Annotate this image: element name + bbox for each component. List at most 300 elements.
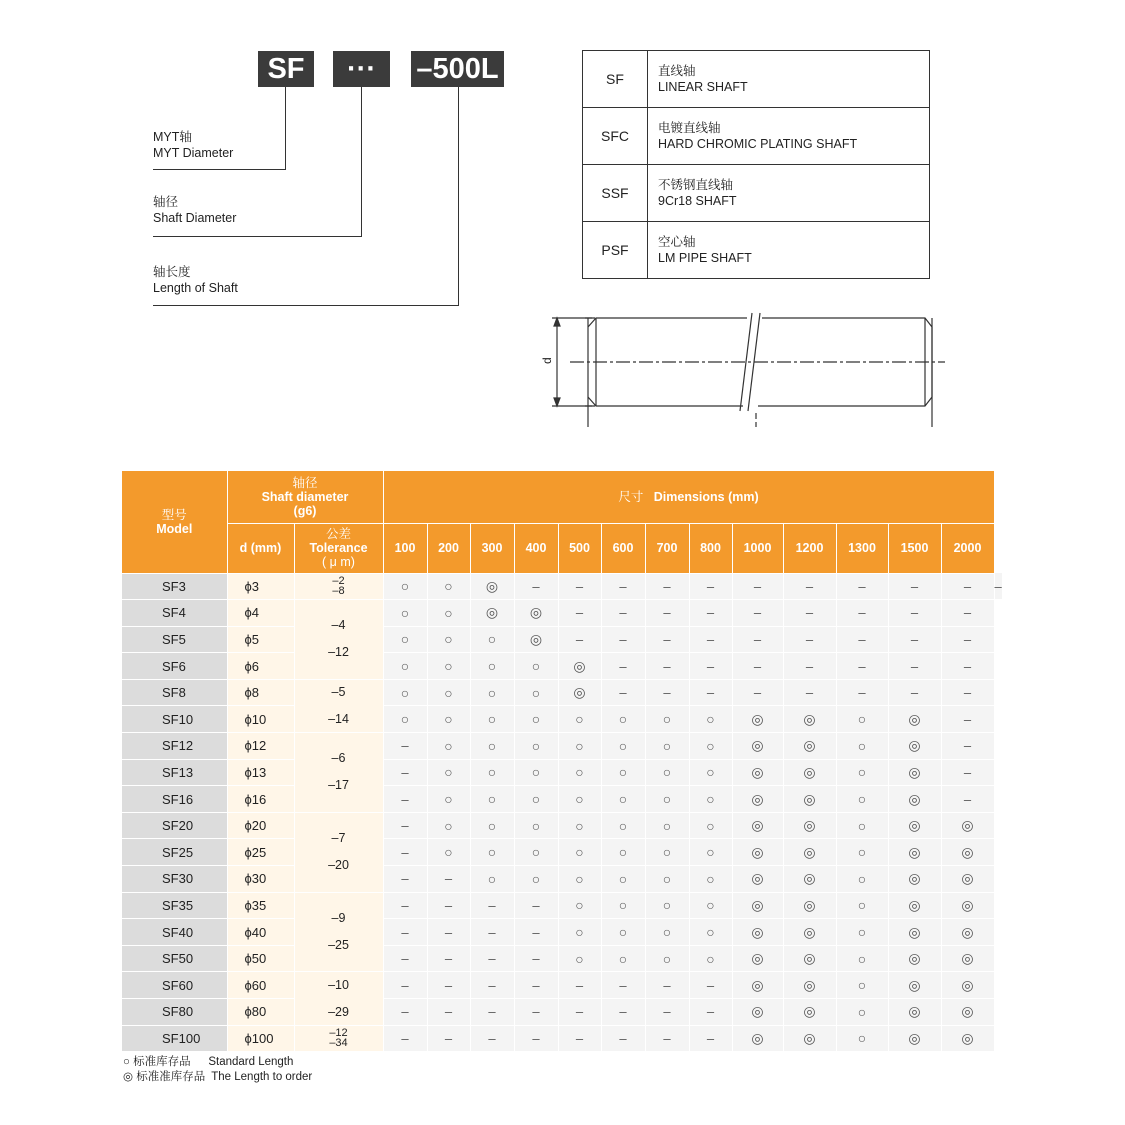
standard-length-mark: ○ bbox=[689, 733, 732, 760]
standard-length-mark: ○ bbox=[645, 892, 689, 919]
standard-length-mark: ○ bbox=[470, 812, 514, 839]
table-row bbox=[122, 892, 1002, 919]
table-row bbox=[122, 999, 1002, 1026]
standard-length-mark: ○ bbox=[689, 866, 732, 893]
not-available-mark: – bbox=[888, 573, 941, 600]
model-cell: SF100 bbox=[122, 1025, 227, 1052]
standard-length-mark: ○ bbox=[645, 706, 689, 733]
standard-length-mark: ○ bbox=[645, 786, 689, 813]
not-available-mark: – bbox=[427, 919, 470, 946]
not-available-mark: – bbox=[732, 626, 783, 653]
not-available-mark: – bbox=[514, 999, 558, 1026]
not-available-mark: – bbox=[601, 1025, 645, 1052]
header-length-1200: 1200 bbox=[783, 523, 836, 573]
type-row-sf bbox=[583, 51, 930, 108]
order-length-mark: ◎ bbox=[888, 866, 941, 893]
order-length-mark: ◎ bbox=[941, 945, 994, 972]
order-length-mark: ◎ bbox=[514, 626, 558, 653]
standard-length-mark: ○ bbox=[558, 786, 601, 813]
table-row bbox=[122, 812, 1002, 839]
order-length-mark: ◎ bbox=[941, 919, 994, 946]
not-available-mark: – bbox=[470, 972, 514, 999]
not-available-mark: – bbox=[645, 626, 689, 653]
not-available-mark: – bbox=[689, 972, 732, 999]
header-length-600: 600 bbox=[601, 523, 645, 573]
not-available-mark: – bbox=[601, 972, 645, 999]
model-cell: SF3 bbox=[122, 573, 227, 600]
code-label-series: MYT轴 MYT Diameter bbox=[153, 130, 234, 160]
type-row-sfc bbox=[583, 108, 930, 165]
table-row bbox=[122, 1025, 1002, 1052]
order-length-mark: ◎ bbox=[941, 999, 994, 1026]
model-cell: SF20 bbox=[122, 812, 227, 839]
order-length-mark: ◎ bbox=[558, 653, 601, 680]
standard-length-mark: ○ bbox=[470, 626, 514, 653]
not-available-mark: – bbox=[514, 972, 558, 999]
order-length-mark: ◎ bbox=[732, 759, 783, 786]
not-available-mark: – bbox=[689, 573, 732, 600]
diameter-cell: ϕ4 bbox=[227, 600, 294, 627]
order-length-mark: ◎ bbox=[783, 1025, 836, 1052]
order-length-mark: ◎ bbox=[732, 786, 783, 813]
model-cell: SF80 bbox=[122, 999, 227, 1026]
diameter-cell: ϕ10 bbox=[227, 706, 294, 733]
standard-length-mark: ○ bbox=[514, 653, 558, 680]
order-length-mark: ◎ bbox=[888, 999, 941, 1026]
code-part-length: –500L bbox=[411, 51, 504, 87]
not-available-mark: – bbox=[558, 999, 601, 1026]
header-dimensions: 尺寸 Dimensions (mm) bbox=[383, 471, 994, 523]
order-length-mark: ◎ bbox=[888, 812, 941, 839]
standard-length-mark: ○ bbox=[836, 812, 888, 839]
diameter-cell: ϕ60 bbox=[227, 972, 294, 999]
not-available-mark: – bbox=[383, 972, 427, 999]
dimension-label-d: d bbox=[540, 357, 554, 364]
order-length-mark: ◎ bbox=[514, 600, 558, 627]
order-length-mark: ◎ bbox=[732, 892, 783, 919]
header-d-mm: d (mm) bbox=[227, 523, 294, 573]
not-available-mark: – bbox=[645, 573, 689, 600]
tolerance-cell: –7 –20 bbox=[294, 812, 383, 892]
standard-length-mark: ○ bbox=[514, 812, 558, 839]
order-length-mark: ◎ bbox=[941, 1025, 994, 1052]
standard-length-mark: ○ bbox=[470, 759, 514, 786]
not-available-mark: – bbox=[383, 999, 427, 1026]
standard-length-mark: ○ bbox=[514, 679, 558, 706]
not-available-mark: – bbox=[601, 600, 645, 627]
type-code: SF bbox=[583, 51, 648, 108]
diameter-cell: ϕ30 bbox=[227, 866, 294, 893]
standard-length-mark: ○ bbox=[427, 679, 470, 706]
not-available-mark: – bbox=[941, 626, 994, 653]
header-length-800: 800 bbox=[689, 523, 732, 573]
standard-length-mark: ○ bbox=[427, 573, 470, 600]
standard-length-mark: ○ bbox=[645, 866, 689, 893]
diameter-cell: ϕ13 bbox=[227, 759, 294, 786]
standard-length-mark: ○ bbox=[689, 945, 732, 972]
not-available-mark: – bbox=[383, 733, 427, 760]
order-length-mark: ◎ bbox=[470, 573, 514, 600]
diameter-cell: ϕ16 bbox=[227, 786, 294, 813]
tolerance-cell: –9 –25 bbox=[294, 892, 383, 972]
standard-length-mark: ○ bbox=[383, 679, 427, 706]
order-length-mark: ◎ bbox=[888, 759, 941, 786]
not-available-mark: – bbox=[645, 999, 689, 1026]
diameter-cell: ϕ40 bbox=[227, 919, 294, 946]
header-shaft-diameter: 轴径 Shaft diameter (g6) bbox=[227, 471, 383, 523]
type-code: SFC bbox=[583, 108, 648, 165]
standard-length-mark: ○ bbox=[558, 919, 601, 946]
order-length-mark: ◎ bbox=[783, 999, 836, 1026]
not-available-mark: – bbox=[888, 600, 941, 627]
not-available-mark: – bbox=[689, 679, 732, 706]
standard-length-mark: ○ bbox=[427, 786, 470, 813]
not-available-mark: – bbox=[383, 919, 427, 946]
order-length-mark: ◎ bbox=[941, 839, 994, 866]
not-available-mark: – bbox=[783, 653, 836, 680]
standard-length-mark: ○ bbox=[836, 1025, 888, 1052]
diameter-cell: ϕ20 bbox=[227, 812, 294, 839]
header-length-100: 100 bbox=[383, 523, 427, 573]
type-row-ssf bbox=[583, 165, 930, 222]
order-length-mark: ◎ bbox=[783, 919, 836, 946]
standard-length-mark: ○ bbox=[383, 600, 427, 627]
table-row bbox=[122, 945, 1002, 972]
table-row bbox=[122, 600, 1002, 627]
order-length-mark: ◎ bbox=[732, 999, 783, 1026]
standard-length-mark: ○ bbox=[427, 812, 470, 839]
diameter-cell: ϕ50 bbox=[227, 945, 294, 972]
standard-length-mark: ○ bbox=[470, 839, 514, 866]
order-length-mark: ◎ bbox=[783, 733, 836, 760]
header-length-200: 200 bbox=[427, 523, 470, 573]
not-available-mark: – bbox=[783, 679, 836, 706]
standard-length-mark: ○ bbox=[514, 786, 558, 813]
standard-length-mark: ○ bbox=[645, 733, 689, 760]
table-row bbox=[122, 972, 1002, 999]
not-available-mark: – bbox=[601, 573, 645, 600]
header-length-400: 400 bbox=[514, 523, 558, 573]
not-available-mark: – bbox=[427, 866, 470, 893]
not-available-mark: – bbox=[601, 679, 645, 706]
not-available-mark: – bbox=[645, 600, 689, 627]
order-length-mark: ◎ bbox=[732, 945, 783, 972]
order-length-mark: ◎ bbox=[888, 945, 941, 972]
not-available-mark: – bbox=[783, 573, 836, 600]
not-available-mark: – bbox=[470, 999, 514, 1026]
standard-length-mark: ○ bbox=[514, 706, 558, 733]
order-length-mark: ◎ bbox=[888, 1025, 941, 1052]
order-length-mark: ◎ bbox=[732, 839, 783, 866]
dimensions-table bbox=[122, 471, 1003, 1052]
standard-length-mark: ○ bbox=[427, 653, 470, 680]
standard-length-mark: ○ bbox=[427, 600, 470, 627]
model-cell: SF5 bbox=[122, 626, 227, 653]
standard-length-mark: ○ bbox=[427, 626, 470, 653]
order-length-mark: ◎ bbox=[941, 812, 994, 839]
table-row bbox=[122, 839, 1002, 866]
legend bbox=[123, 1055, 312, 1085]
standard-length-mark: ○ bbox=[645, 919, 689, 946]
not-available-mark: – bbox=[514, 919, 558, 946]
not-available-mark: – bbox=[732, 600, 783, 627]
not-available-mark: – bbox=[994, 573, 1002, 600]
not-available-mark: – bbox=[689, 1025, 732, 1052]
standard-length-mark: ○ bbox=[558, 706, 601, 733]
table-row bbox=[122, 706, 1002, 733]
standard-length-mark: ○ bbox=[558, 945, 601, 972]
not-available-mark: – bbox=[601, 653, 645, 680]
order-length-mark: ◎ bbox=[783, 972, 836, 999]
diameter-cell: ϕ35 bbox=[227, 892, 294, 919]
not-available-mark: – bbox=[558, 626, 601, 653]
standard-length-mark: ○ bbox=[427, 839, 470, 866]
standard-length-mark: ○ bbox=[645, 759, 689, 786]
legend-item-standard: ○ 标准库存品 Standard Length bbox=[123, 1056, 294, 1068]
not-available-mark: – bbox=[941, 573, 994, 600]
standard-length-mark: ○ bbox=[558, 866, 601, 893]
standard-length-mark: ○ bbox=[558, 812, 601, 839]
type-code: PSF bbox=[583, 222, 648, 279]
standard-length-mark: ○ bbox=[689, 786, 732, 813]
tolerance-cell: –2 –8 bbox=[294, 573, 383, 600]
model-cell: SF40 bbox=[122, 919, 227, 946]
standard-length-mark: ○ bbox=[836, 919, 888, 946]
order-length-mark: ◎ bbox=[941, 892, 994, 919]
order-length-mark: ◎ bbox=[888, 972, 941, 999]
table-row bbox=[122, 733, 1002, 760]
standard-length-mark: ○ bbox=[601, 786, 645, 813]
not-available-mark: – bbox=[689, 999, 732, 1026]
diameter-cell: ϕ25 bbox=[227, 839, 294, 866]
not-available-mark: – bbox=[689, 653, 732, 680]
not-available-mark: – bbox=[689, 600, 732, 627]
standard-length-mark: ○ bbox=[470, 866, 514, 893]
standard-length-mark: ○ bbox=[836, 839, 888, 866]
order-length-mark: ◎ bbox=[941, 866, 994, 893]
order-length-mark: ◎ bbox=[941, 972, 994, 999]
type-row-psf bbox=[583, 222, 930, 279]
diameter-cell: ϕ80 bbox=[227, 999, 294, 1026]
not-available-mark: – bbox=[383, 839, 427, 866]
not-available-mark: – bbox=[383, 1025, 427, 1052]
table-row bbox=[122, 919, 1002, 946]
standard-length-mark: ○ bbox=[601, 759, 645, 786]
not-available-mark: – bbox=[601, 999, 645, 1026]
standard-length-mark: ○ bbox=[601, 919, 645, 946]
not-available-mark: – bbox=[732, 653, 783, 680]
code-part-series: SF bbox=[258, 51, 314, 87]
type-description: 不锈钢直线轴 9Cr18 SHAFT bbox=[648, 165, 930, 222]
order-length-mark: ◎ bbox=[732, 1025, 783, 1052]
not-available-mark: – bbox=[941, 786, 994, 813]
model-cell: SF4 bbox=[122, 600, 227, 627]
not-available-mark: – bbox=[732, 573, 783, 600]
order-length-mark: ◎ bbox=[732, 706, 783, 733]
not-available-mark: – bbox=[888, 626, 941, 653]
order-length-mark: ◎ bbox=[888, 706, 941, 733]
order-length-mark: ◎ bbox=[732, 866, 783, 893]
standard-length-mark: ○ bbox=[514, 839, 558, 866]
standard-length-mark: ○ bbox=[836, 972, 888, 999]
model-cell: SF8 bbox=[122, 679, 227, 706]
not-available-mark: – bbox=[427, 892, 470, 919]
standard-length-mark: ○ bbox=[645, 812, 689, 839]
standard-length-mark: ○ bbox=[689, 706, 732, 733]
tolerance-cell: –6 –17 bbox=[294, 733, 383, 813]
type-description: 直线轴 LINEAR SHAFT bbox=[648, 51, 930, 108]
type-description: 电镀直线轴 HARD CHROMIC PLATING SHAFT bbox=[648, 108, 930, 165]
not-available-mark: – bbox=[558, 573, 601, 600]
order-length-mark: ◎ bbox=[888, 919, 941, 946]
order-length-mark: ◎ bbox=[783, 839, 836, 866]
standard-length-mark: ○ bbox=[470, 679, 514, 706]
standard-length-mark: ○ bbox=[689, 919, 732, 946]
model-cell: SF10 bbox=[122, 706, 227, 733]
order-length-mark: ◎ bbox=[732, 733, 783, 760]
not-available-mark: – bbox=[383, 892, 427, 919]
not-available-mark: – bbox=[783, 600, 836, 627]
not-available-mark: – bbox=[514, 945, 558, 972]
tolerance-cell: –4 –12 bbox=[294, 600, 383, 680]
not-available-mark: – bbox=[941, 733, 994, 760]
tolerance-cell: –5 –14 bbox=[294, 679, 383, 732]
header-length-1300: 1300 bbox=[836, 523, 888, 573]
not-available-mark: – bbox=[427, 972, 470, 999]
shaft-drawing bbox=[540, 305, 960, 435]
table-row bbox=[122, 679, 1002, 706]
diameter-cell: ϕ5 bbox=[227, 626, 294, 653]
standard-length-mark: ○ bbox=[689, 839, 732, 866]
table-row bbox=[122, 626, 1002, 653]
order-length-mark: ◎ bbox=[888, 892, 941, 919]
header-model: 型号 Model bbox=[122, 471, 227, 573]
standard-length-mark: ○ bbox=[427, 733, 470, 760]
standard-length-mark: ○ bbox=[514, 866, 558, 893]
standard-length-mark: ○ bbox=[836, 999, 888, 1026]
order-length-mark: ◎ bbox=[783, 759, 836, 786]
not-available-mark: – bbox=[514, 1025, 558, 1052]
order-length-mark: ◎ bbox=[888, 733, 941, 760]
table-row bbox=[122, 653, 1002, 680]
standard-length-mark: ○ bbox=[645, 945, 689, 972]
standard-length-mark: ○ bbox=[558, 759, 601, 786]
not-available-mark: – bbox=[427, 945, 470, 972]
header-length-1000: 1000 bbox=[732, 523, 783, 573]
not-available-mark: – bbox=[689, 626, 732, 653]
standard-length-mark: ○ bbox=[836, 733, 888, 760]
legend-item-order: ◎ 标准准库存品 The Length to order bbox=[123, 1071, 313, 1083]
diameter-cell: ϕ6 bbox=[227, 653, 294, 680]
standard-length-mark: ○ bbox=[514, 759, 558, 786]
standard-length-mark: ○ bbox=[601, 812, 645, 839]
not-available-mark: – bbox=[645, 1025, 689, 1052]
not-available-mark: – bbox=[558, 600, 601, 627]
standard-length-mark: ○ bbox=[383, 706, 427, 733]
not-available-mark: – bbox=[836, 653, 888, 680]
model-cell: SF16 bbox=[122, 786, 227, 813]
not-available-mark: – bbox=[427, 1025, 470, 1052]
order-length-mark: ◎ bbox=[558, 679, 601, 706]
diameter-cell: ϕ100 bbox=[227, 1025, 294, 1052]
not-available-mark: – bbox=[783, 626, 836, 653]
header-tolerance: 公差 Tolerance ( μ m) bbox=[294, 523, 383, 573]
not-available-mark: – bbox=[645, 972, 689, 999]
model-cell: SF50 bbox=[122, 945, 227, 972]
not-available-mark: – bbox=[836, 573, 888, 600]
not-available-mark: – bbox=[732, 679, 783, 706]
standard-length-mark: ○ bbox=[470, 653, 514, 680]
order-length-mark: ◎ bbox=[783, 945, 836, 972]
not-available-mark: – bbox=[514, 573, 558, 600]
standard-length-mark: ○ bbox=[427, 706, 470, 733]
not-available-mark: – bbox=[645, 653, 689, 680]
not-available-mark: – bbox=[514, 892, 558, 919]
tolerance-cell: –10 –29 bbox=[294, 972, 383, 1025]
not-available-mark: – bbox=[941, 600, 994, 627]
standard-length-mark: ○ bbox=[836, 759, 888, 786]
not-available-mark: – bbox=[836, 626, 888, 653]
order-length-mark: ◎ bbox=[783, 866, 836, 893]
header-length-500: 500 bbox=[558, 523, 601, 573]
table-row bbox=[122, 866, 1002, 893]
order-length-mark: ◎ bbox=[470, 600, 514, 627]
order-length-mark: ◎ bbox=[783, 812, 836, 839]
not-available-mark: – bbox=[383, 812, 427, 839]
not-available-mark: – bbox=[645, 679, 689, 706]
not-available-mark: – bbox=[427, 999, 470, 1026]
not-available-mark: – bbox=[470, 945, 514, 972]
model-cell: SF13 bbox=[122, 759, 227, 786]
diameter-cell: ϕ8 bbox=[227, 679, 294, 706]
standard-length-mark: ○ bbox=[601, 839, 645, 866]
header-length-2000: 2000 bbox=[941, 523, 994, 573]
type-code: SSF bbox=[583, 165, 648, 222]
not-available-mark: – bbox=[601, 626, 645, 653]
not-available-mark: – bbox=[941, 679, 994, 706]
model-cell: SF35 bbox=[122, 892, 227, 919]
diameter-cell: ϕ12 bbox=[227, 733, 294, 760]
standard-length-mark: ○ bbox=[601, 892, 645, 919]
header-length-1500: 1500 bbox=[888, 523, 941, 573]
not-available-mark: – bbox=[383, 945, 427, 972]
standard-length-mark: ○ bbox=[514, 733, 558, 760]
standard-length-mark: ○ bbox=[470, 786, 514, 813]
not-available-mark: – bbox=[941, 759, 994, 786]
standard-length-mark: ○ bbox=[689, 892, 732, 919]
order-length-mark: ◎ bbox=[783, 786, 836, 813]
not-available-mark: – bbox=[383, 759, 427, 786]
not-available-mark: – bbox=[470, 1025, 514, 1052]
order-length-mark: ◎ bbox=[732, 919, 783, 946]
not-available-mark: – bbox=[941, 706, 994, 733]
not-available-mark: – bbox=[888, 653, 941, 680]
not-available-mark: – bbox=[470, 892, 514, 919]
standard-length-mark: ○ bbox=[383, 573, 427, 600]
order-length-mark: ◎ bbox=[888, 839, 941, 866]
order-length-mark: ◎ bbox=[732, 972, 783, 999]
standard-length-mark: ○ bbox=[836, 786, 888, 813]
table-row bbox=[122, 759, 1002, 786]
standard-length-mark: ○ bbox=[470, 733, 514, 760]
shaft-type-table bbox=[582, 50, 930, 279]
not-available-mark: – bbox=[888, 679, 941, 706]
standard-length-mark: ○ bbox=[836, 892, 888, 919]
model-cell: SF12 bbox=[122, 733, 227, 760]
code-part-diameter: ··· bbox=[333, 51, 390, 87]
standard-length-mark: ○ bbox=[836, 706, 888, 733]
order-length-mark: ◎ bbox=[732, 812, 783, 839]
